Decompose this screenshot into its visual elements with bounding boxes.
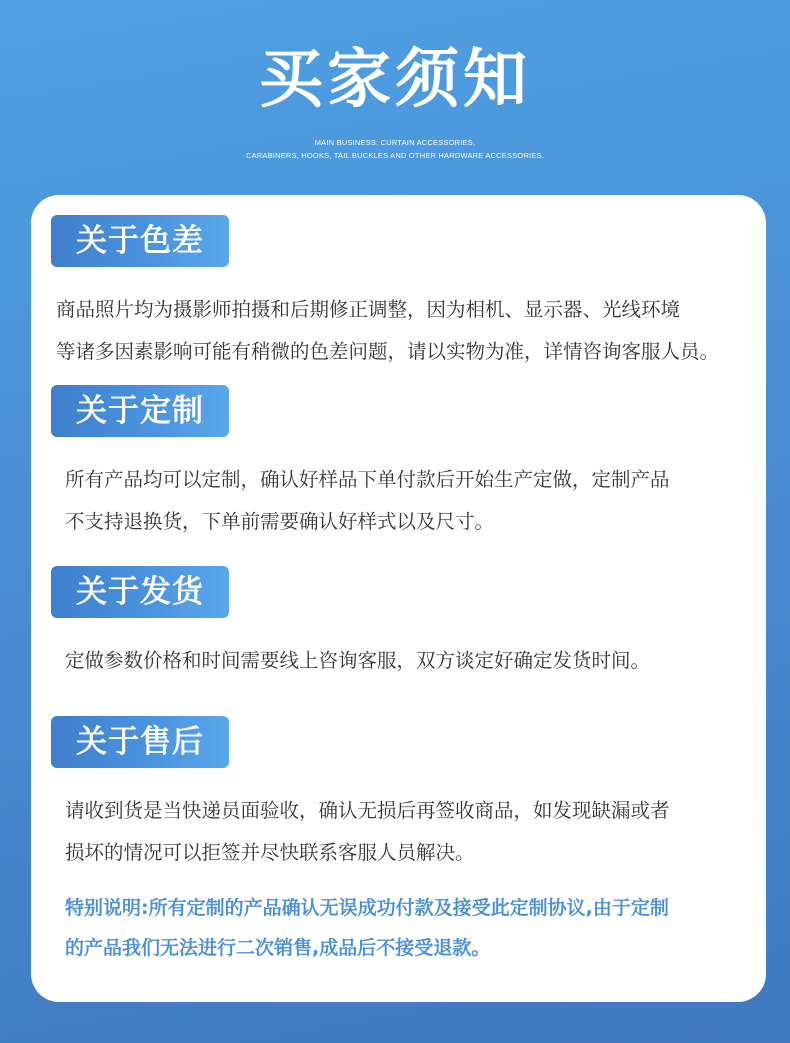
text-line: 所有产品均可以定制，确认好样品下单付款后开始生产定做，定制产品 [65,468,670,491]
section-heading-after-sales: 关于售后 [51,716,229,768]
section-heading-shipping: 关于发货 [51,566,229,618]
section-heading-customization: 关于定制 [51,385,229,437]
text-line: 商品照片均为摄影师拍摄和后期修正调整，因为相机、显示器、光线环境 [56,298,681,321]
section-text-after-sales [65,790,670,874]
notice-card [31,195,766,1002]
special-note [65,888,669,968]
page-title: 买家须知 [259,43,531,117]
text-line: 损坏的情况可以拒签并尽快联系客服人员解决。 [65,841,475,864]
subtitle-line-2: CARABINERS, HOOKS, TAIL BUCKLES AND OTHER HARDWARE ACCESSORIES. [245,151,545,160]
note-line: 的产品我们无法进行二次销售,成品后不接受退款。 [65,937,491,959]
text-line: 定做参数价格和时间需要线上咨询客服，双方谈定好确定发货时间。 [65,649,651,672]
text-line: 请收到货是当快递员面验收，确认无损后再签收商品，如发现缺漏或者 [65,799,670,822]
text-line: 等诸多因素影响可能有稍微的色差问题，请以实物为准，详情咨询客服人员。 [56,340,720,363]
section-text-customization [65,459,670,543]
section-heading-color-difference: 关于色差 [51,215,229,267]
text-line: 不支持退换货，下单前需要确认好样式以及尺寸。 [65,510,495,533]
subtitle-line-1: MAIN BUSINESS: CURTAIN ACCESSORIES, [314,138,476,147]
note-line: 特别说明:所有定制的产品确认无误成功付款及接受此定制协议,由于定制 [65,897,669,919]
section-text-shipping [65,640,650,682]
section-text-color-difference [56,289,719,373]
